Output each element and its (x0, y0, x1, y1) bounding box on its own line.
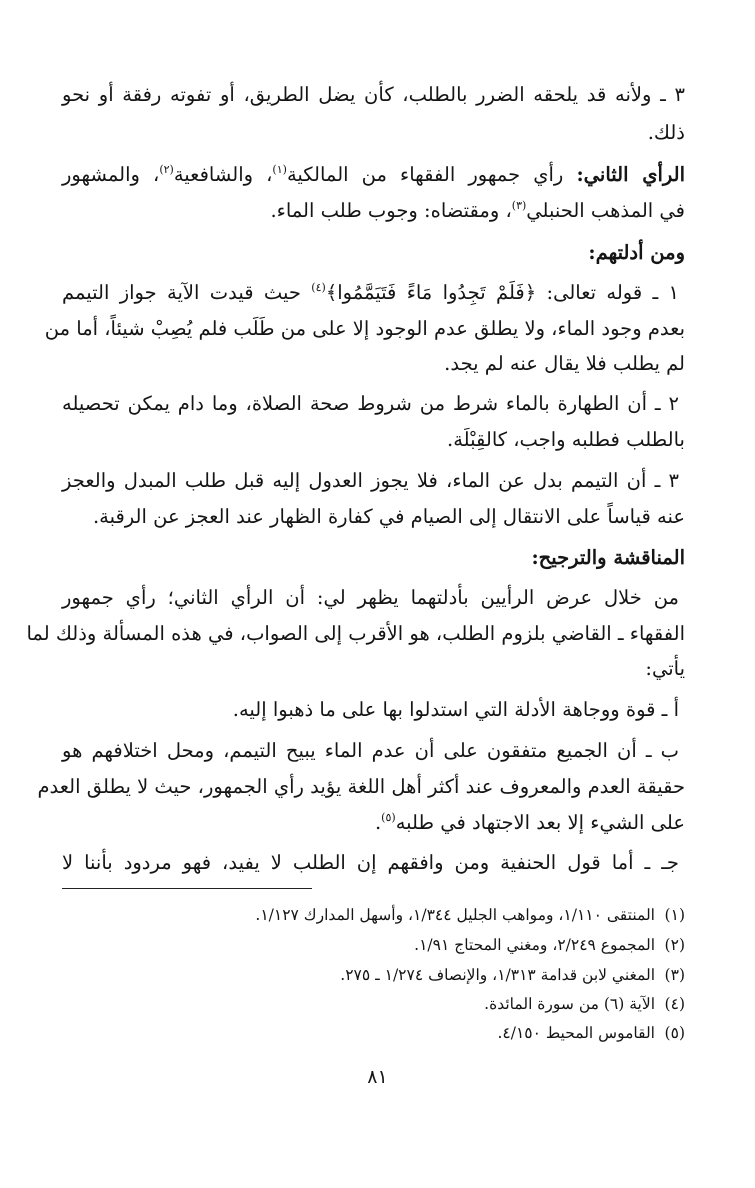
paragraph-line: جـ ـ أما قول الحنفية ومن وافقهم إن الطلب لا يفيد، فهو مردود بأننا لا (62, 851, 679, 874)
paragraph-line: ذلك. (647, 121, 685, 144)
footnote-ref[interactable]: (٤) (311, 281, 326, 294)
quran-verse: ١ ـ قوله تعالى: ﴿فَلَمْ تَجِدُوا مَاءً فَتَيَمَّمُوا﴾ (325, 281, 680, 304)
section-heading: المناقشة والترجيح: (531, 546, 685, 569)
text-run: في المذهب الحنبلي (526, 199, 685, 222)
paragraph-line: ب ـ أن الجميع متفقون على أن عدم الماء يبيح التيمم، ومحل اختلافهم هو (62, 739, 679, 762)
paragraph-line: ٣ ـ ولأنه قد يلحقه الضرر بالطلب، كأن يضل الطريق، أو تفوته رفقة أو نحو (62, 83, 685, 106)
second-opinion-line (62, 160, 685, 190)
footnote-separator (62, 888, 312, 889)
paragraph-line: لم يطلب فلا يقال عنه لم يجد. (444, 352, 685, 375)
footnote (255, 904, 685, 926)
list-item: أ ـ قوة ووجاهة الأدلة التي استدلوا بها على ما ذهبوا إليه. (232, 698, 679, 721)
paragraph-line (62, 196, 685, 226)
footnote-number: (٣) (664, 966, 685, 984)
paragraph-line: بالطلب فطلبه واجب، كالقِبْلَة. (447, 428, 685, 451)
text-run: رأي جمهور الفقهاء من المالكية (286, 163, 577, 186)
paragraph-line (62, 278, 685, 308)
text-run: . (374, 811, 382, 834)
text-run: حيث قيدت الآية جواز التيمم (62, 281, 312, 304)
section-heading: ومن أدلتهم: (588, 241, 685, 264)
text-run: ، ومقتضاه: وجوب طلب الماء. (270, 199, 512, 222)
paragraph-line: يأتي: (645, 657, 685, 680)
footnote (497, 1022, 685, 1044)
paragraph-line: عنه قياساً على الانتقال إلى الصيام في كفارة الظهار عند العجز عن الرقبة. (92, 505, 685, 528)
footnote-ref[interactable]: (١) (272, 163, 287, 176)
footnote-text: المنتقى ١/١١٠، ومواهب الجليل ١/٣٤٤، وأسهل المدارك ١/١٢٧. (255, 906, 655, 924)
paragraph-line: بعدم وجود الماء، ولا يطلق عدم الوجود إلا على من طَلَب فلم يُصِبْ شيئاً، أما من (44, 317, 685, 340)
footnote-ref[interactable]: (٢) (159, 163, 174, 176)
footnote-number: (٤) (664, 995, 685, 1013)
footnote-ref[interactable]: (٥) (381, 811, 396, 824)
text-run: ، والشافعية (173, 163, 273, 186)
second-opinion-heading: الرأي الثاني: (576, 163, 685, 186)
footnote-text: المجموع ٢/٢٤٩، ومغني المحتاج ١/٩١. (414, 936, 655, 954)
paragraph-line: ٢ ـ أن الطهارة بالماء شرط من شروط صحة الصلاة، وما دام يمكن تحصيله (62, 392, 679, 415)
footnote-number: (٢) (664, 936, 685, 954)
paragraph-line (62, 808, 685, 838)
paragraph-line: حقيقة العدم والمعروف عند أكثر أهل اللغة يؤيد رأي الجمهور، حيث لا يطلق العدم (37, 775, 685, 798)
footnote-text: الآية (٦) من سورة المائدة. (484, 995, 655, 1013)
footnote (340, 964, 685, 986)
footnote-number: (٥) (664, 1024, 685, 1042)
paragraph-line: الفقهاء ـ القاضي بلزوم الطلب، هو الأقرب إلى الصواب، في هذه المسألة وذلك لما (26, 622, 685, 645)
footnote (484, 993, 685, 1015)
footnote-text: القاموس المحيط ٤/١٥٠. (497, 1024, 655, 1042)
footnote-number: (١) (664, 906, 685, 924)
paragraph-line: ٣ ـ أن التيمم بدل عن الماء، فلا يجوز العدول إليه قبل طلب المبدل والعجز (62, 469, 679, 492)
footnote (414, 934, 685, 956)
footnote-text: المغني لابن قدامة ١/٣١٣، والإنصاف ١/٢٧٤ ـ ٢٧٥. (340, 966, 655, 984)
paragraph-line: من خلال عرض الرأيين بأدلتهما يظهر لي: أن الرأي الثاني؛ رأي جمهور (62, 586, 679, 609)
footnote-ref[interactable]: (٣) (511, 199, 527, 212)
book-page (26, 0, 685, 1188)
text-run: ، والمشهور (62, 163, 160, 186)
page-number: ٨١ (367, 1066, 388, 1088)
text-run: على الشيء إلا بعد الاجتهاد في طلبه (395, 811, 685, 834)
